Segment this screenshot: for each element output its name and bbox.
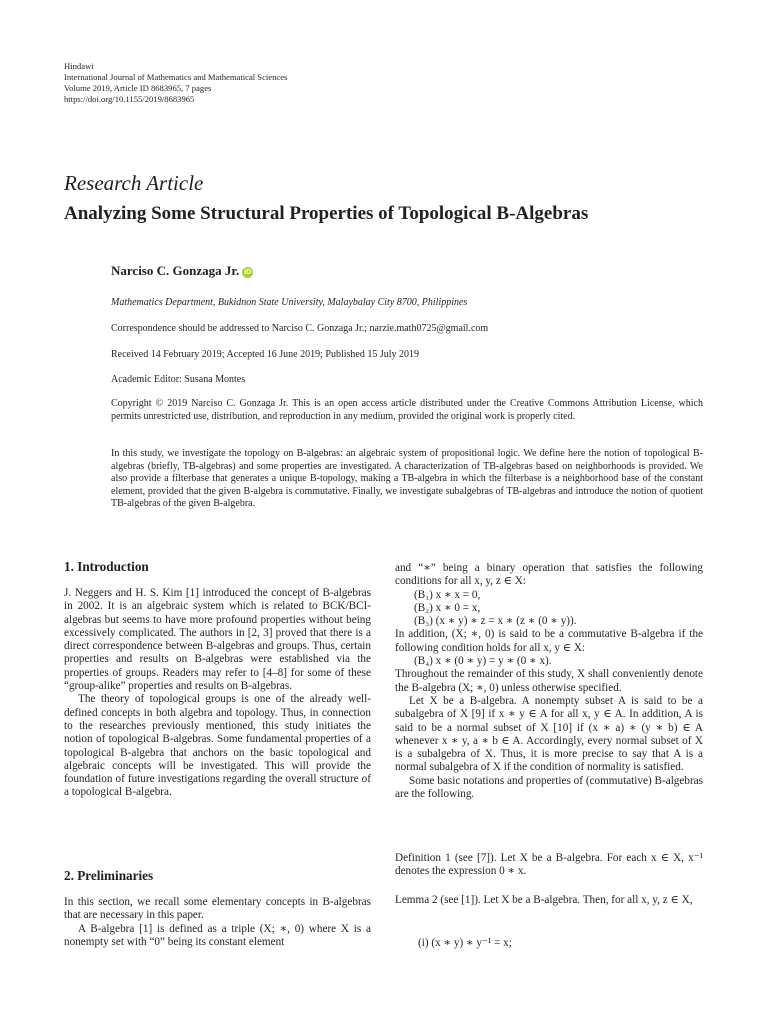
- orcid-icon[interactable]: iD: [244, 269, 252, 276]
- lemma-item-1: (i) (x ∗ y) ∗ y⁻¹ = x;: [418, 937, 512, 949]
- volume-info: Volume 2019, Article ID 8683965, 7 pages: [64, 83, 212, 93]
- doi-link[interactable]: https://doi.org/10.1155/2019/8683965: [64, 94, 195, 104]
- left-column-introduction: [64, 587, 371, 800]
- axiom-b4: (B₄) x ∗ (0 ∗ y) = y ∗ (0 ∗ x).: [414, 655, 552, 668]
- section-heading-preliminaries: 2. Preliminaries: [64, 868, 154, 883]
- paragraph: A B-algebra [1] is defined as a triple (X; ∗, 0) where X is a nonempty set with “0” being its constant element: [64, 922, 371, 948]
- abstract: In this study, we investigate the topology on B-algebras: an algebraic system of propositional logic. We define here the notion of topological B-algebras (briefly, TB-algebras) and some properties are investigated. A characterization of TB-algebras based on neighborhoods is provided. We also provide a filterbase that generates a unique B-topology, making a TB-algebra in which the filterbase is a neighborhood base of the constant element, provided that the given B-algebra is commutative. Finally, we investigate subalgebras of TB-algebras and introduce the notion of quotient TB-algebras of the given B-algebra.: [111, 448, 703, 510]
- paper-title: Analyzing Some Structural Properties of Topological B-Algebras: [64, 203, 589, 224]
- axiom-b1: (B₁) x ∗ x = 0,: [414, 588, 481, 601]
- publication-dates: Received 14 February 2019; Accepted 16 June 2019; Published 15 July 2019: [111, 349, 420, 360]
- author-line: [111, 263, 253, 279]
- paragraph: Some basic notations and properties of (commutative) B-algebras are the following.: [395, 774, 703, 801]
- copyright-notice: Copyright © 2019 Narciso C. Gonzaga Jr. This is an open access article distributed under the Creative Commons Attribution License, which permits unrestricted use, distribution, and reproduction in any medium, provided the original work is properly cited.: [111, 398, 703, 422]
- paragraph: Let X be a B-algebra. A nonempty subset A is said to be a subalgebra of X [9] if x ∗ y ∈ A for all x, y ∈ A. In addition, A is said to be a normal subset of X [10] if (x ∗ a) ∗ (y ∗ b) ∈ A whenever x ∗ y, a ∗ b ∈ A. Accordingly, every normal subset of X is a subalgebra of X. Thus, it is more precise to say that A is a normal subalgebra of X if the condition of normality is satisfied.: [395, 694, 703, 774]
- axiom-b2: (B₂) x ∗ 0 = x,: [414, 601, 481, 614]
- paragraph: In addition, (X; ∗, 0) is said to be a commutative B-algebra if the following condition holds for all x, y ∈ X:: [395, 628, 703, 654]
- journal-name: International Journal of Mathematics and Mathematical Sciences: [64, 72, 288, 82]
- paragraph: In this section, we recall some elementary concepts in B-algebras that are necessary in this paper.: [64, 896, 371, 922]
- paragraph: Throughout the remainder of this study, X shall conveniently denote the B-algebra (X; ∗, 0) unless otherwise specified.: [395, 668, 703, 694]
- left-column-preliminaries: [64, 896, 371, 949]
- affiliation: Mathematics Department, Bukidnon State University, Malaybalay City 8700, Philippines: [111, 297, 468, 308]
- journal-header: [64, 61, 287, 105]
- definition-1: Definition 1 (see [7]). Let X be a B-algebra. For each x ∈ X, x⁻¹ denotes the expression 0 ∗ x.: [395, 852, 703, 878]
- right-column-body: [395, 562, 703, 801]
- correspondence: Correspondence should be addressed to Narciso C. Gonzaga Jr.; narzie.math0725@gmail.com: [111, 323, 489, 334]
- academic-editor: Academic Editor: Susana Montes: [111, 374, 246, 385]
- lemma-2: Lemma 2 (see [1]). Let X be a B-algebra. Then, for all x, y, z ∈ X,: [395, 894, 693, 906]
- paragraph: and “∗” being a binary operation that satisfies the following conditions for all x, y, z ∈ X:: [395, 562, 703, 588]
- author-name[interactable]: Narciso C. Gonzaga Jr.: [111, 263, 240, 278]
- axiom-b3: (B₃) (x ∗ y) ∗ z = x ∗ (z ∗ (0 ∗ y)).: [414, 615, 577, 628]
- section-heading-introduction: 1. Introduction: [64, 559, 149, 574]
- paragraph: The theory of topological groups is one of the already well-defined concepts in both algebra and topology. Thus, in connection to the researches previously mentioned, this study initiates the notion of topological B-algebras. Some fundamental properties of a topological B-algebra that anchors on the basic topological and algebraic concepts will be investigated. This will provide the foundation of future investigations regarding the overall structure of a topological B-algebra.: [64, 693, 371, 799]
- article-type: Research Article: [64, 171, 204, 195]
- paragraph: J. Neggers and H. S. Kim [1] introduced the concept of B-algebras in 2002. It is an algebraic system which is related to BCK/BCI-algebras but seems to have more profound properties without being excessively complicated. The authors in [2, 3] proved that there is a direct correspondence between B-algebras and groups. Thus, certain properties and results on B-algebras were established via the properties of groups. Readers may refer to [4–8] for some of these “group-alike” properties and results on B-algebras.: [64, 587, 371, 693]
- publisher: Hindawi: [64, 61, 94, 71]
